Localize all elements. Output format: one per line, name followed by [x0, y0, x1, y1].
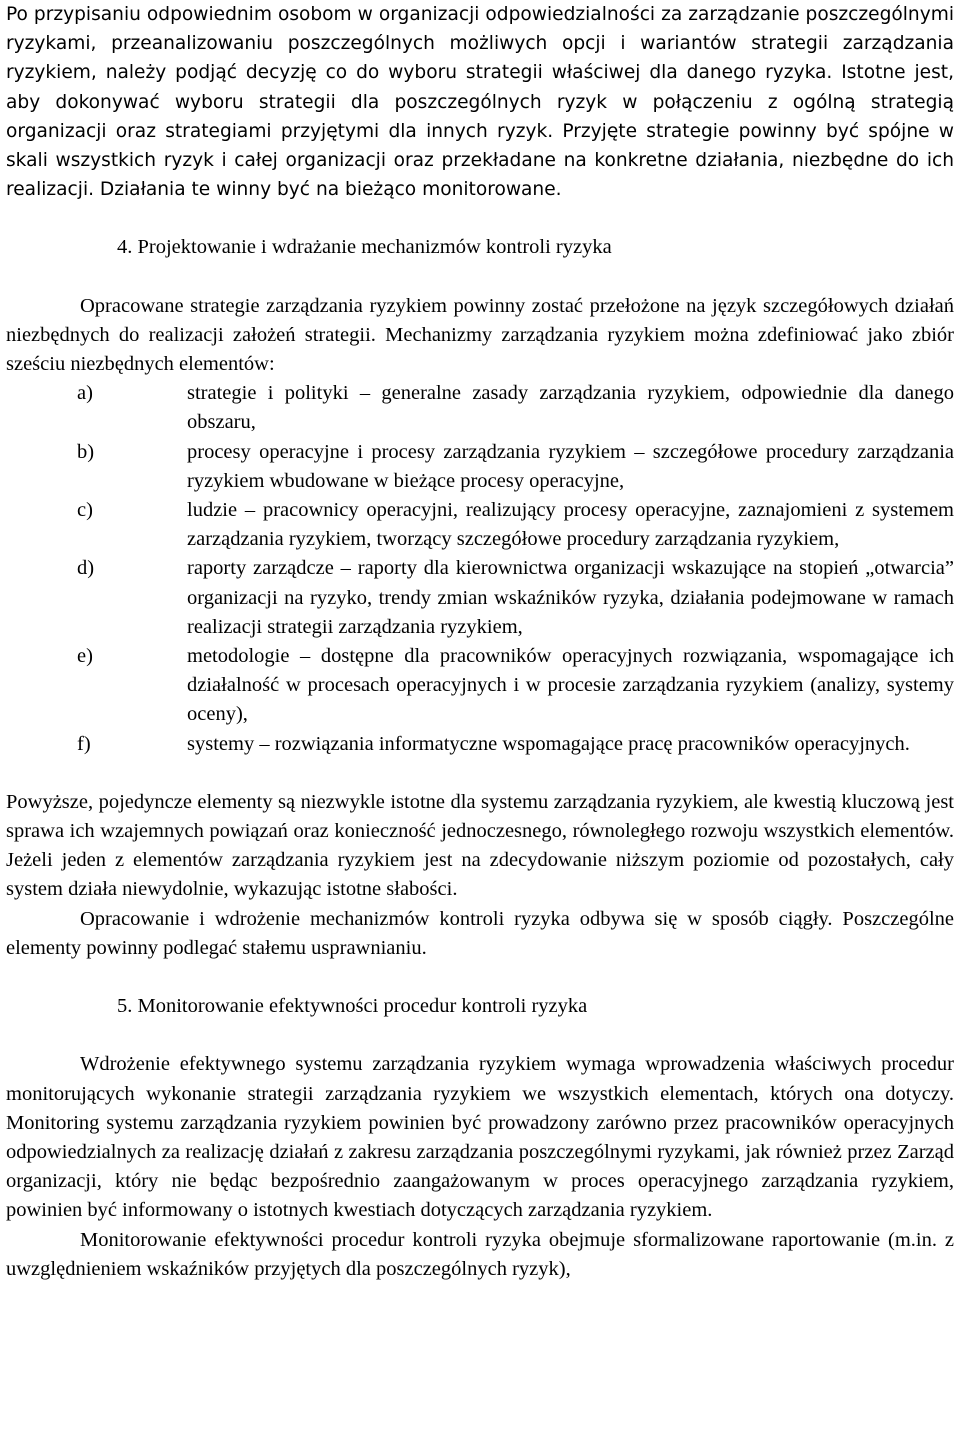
list-item-text: ludzie – pracownicy operacyjni, realizujący procesy operacyjne, zaznajomieni z systemem zarządzania ryzykiem, tworzący szczegółowe procedury zarządzania ryzykiem,	[187, 499, 954, 551]
intro-paragraph-part-1: Po przypisaniu odpowiednim osobom w organizacji odpowiedzialności za zarządzanie poszczególnymi ryzykami, przeanalizowaniu poszczególnych możliwych opcji i wariantów strategii zarządzania ryzykiem, należy podjąć decyzję co do wyboru strategii właściwej dla danego ryzyka.	[6, 4, 954, 84]
list-item-text: procesy operacyjne i procesy zarządzania ryzykiem – szczegółowe procedury zarządzania ryzykiem wbudowane w bieżące procesy operacyjne,	[187, 440, 954, 492]
list-item	[6, 730, 954, 759]
list-item-text: strategie i polityki – generalne zasady zarządzania ryzykiem, odpowiednie dla danego obszaru,	[187, 382, 954, 434]
section-5-paragraph-2: Monitorowanie efektywności procedur kontroli ryzyka obejmuje sformalizowane raportowanie (m.in. z uwzględnieniem wskaźników przyjętych dla poszczególnych ryzyk),	[6, 1228, 954, 1280]
intro-paragraph-part-2: Istotne jest, aby dokonywać wyboru strategii dla poszczególnych ryzyk w połączeniu z ogólną strategią organizacji oraz strategiami przyjętymi dla innych ryzyk. Przyjęte strategie powinny być spójne w skali wszystkich ryzyk i całej organizacji oraz przekładane na konkretne działania, niezbędne do ich realizacji. Działania te winny być na bieżąco monitorowane.	[6, 62, 955, 201]
list-item-marker: d)	[77, 557, 95, 580]
list-item	[6, 379, 954, 437]
section-4-paragraph-final: Opracowanie i wdrożenie mechanizmów kontroli ryzyka odbywa się w sposób ciągły. Poszczególne elementy powinny podlegać stałemu usprawnianiu.	[6, 907, 954, 959]
list-item-text: raporty zarządcze – raporty dla kierownictwa organizacji wskazujące na stopień „otwarcia” organizacji na ryzyko, trendy zmian wskaźników ryzyka, działania podejmowane w ramach realizacji strategii zarządzania ryzykiem,	[187, 557, 954, 638]
section-4-lead: Opracowane strategie zarządzania ryzykiem powinny zostać przełożone na język szczegółowych działań niezbędnych do realizacji założeń strategii. Mechanizmy zarządzania ryzykiem można zdefiniować jako zbiór sześciu niezbędnych elementów:	[6, 294, 954, 376]
document-page	[6, 0, 954, 1284]
section-5-paragraph-1: Wdrożenie efektywnego systemu zarządzania ryzykiem wymaga wprowadzenia właściwych procedur monitorujących wykonanie strategii zarządzania ryzykiem we wszystkich elementach, których ona dotyczy. Monitoring systemu zarządzania ryzykiem powinien być prowadzony zarówno przez pracowników operacyjnych odpowiedzialnych za realizację działań z zakresu zarządzania poszczególnymi ryzykami, jak również przez Zarząd organizacji, który nie będąc bezpośrednio zaangażowanym w proces operacyjnego zarządzania ryzykiem, powinien być informowany o istotnych kwestiach dotyczących zarządzania ryzykiem.	[6, 1053, 954, 1222]
list-item-marker: c)	[77, 499, 93, 522]
list-item-text: metodologie – dostępne dla pracowników operacyjnych rozwiązania, wspomagające ich działalność w procesach operacyjnych i w procesie zarządzania ryzykiem (analizy, systemy oceny),	[187, 645, 954, 726]
section-4-heading	[6, 233, 954, 262]
section-5-heading	[6, 992, 954, 1021]
spacer	[6, 759, 954, 788]
list-item	[6, 496, 954, 554]
list-item-marker: a)	[77, 382, 93, 405]
section-5-title: Monitorowanie efektywności procedur kontroli ryzyka	[137, 995, 588, 1018]
mechanism-elements-list	[6, 379, 954, 759]
section-4-title: Projektowanie i wdrażanie mechanizmów kontroli ryzyka	[137, 236, 612, 259]
list-item-marker: e)	[77, 645, 93, 668]
list-item-marker: b)	[77, 440, 95, 463]
list-item-marker: f)	[77, 732, 91, 755]
list-item	[6, 438, 954, 496]
list-item	[6, 554, 954, 642]
intro-paragraph	[6, 0, 954, 204]
section-5-number: 5.	[117, 995, 133, 1018]
list-item-text: systemy – rozwiązania informatyczne wspomagające pracę pracowników operacyjnych.	[187, 732, 910, 755]
section-4-paragraph-after: Powyższe, pojedyncze elementy są niezwykle istotne dla systemu zarządzania ryzykiem, ale kwestią kluczową jest sprawa ich wzajemnych powiązań oraz konieczność jednoczesnego, równoległego rozwoju wszystkich elementów. Jeżeli jeden z elementów zarządzania ryzykiem jest na zdecydowanie niższym poziomie od pozostałych, cały system działa niewydolnie, wykazując istotne słabości.	[6, 790, 954, 901]
section-4-number: 4.	[117, 236, 133, 259]
list-item	[6, 642, 954, 730]
